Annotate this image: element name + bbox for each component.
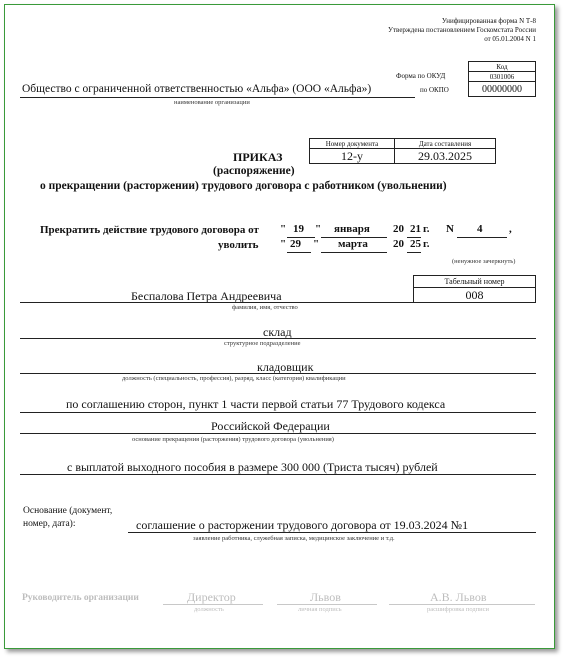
dismiss-year: 25 <box>410 238 421 250</box>
contract-month: января <box>334 223 370 235</box>
okud-label: Форма по ОКУД <box>396 72 446 80</box>
department-value: склад <box>263 325 292 339</box>
grounds-line1: по соглашению сторон, пункт 1 части первой статьи 77 Трудового кодекса <box>66 397 446 411</box>
tab-number-header: Табельный номер <box>413 275 536 288</box>
basis-label-line1: Основание (документ, <box>23 506 113 516</box>
order-title: ПРИКАЗ <box>233 150 283 164</box>
quote-close-1: " <box>315 223 322 235</box>
okud-value: 0301006 <box>468 71 536 82</box>
dismiss-year-line <box>407 252 421 253</box>
organization-caption: наименование организации <box>174 99 250 106</box>
employee-name: Беспалова Петра Андреевича <box>131 289 282 303</box>
basis-value: соглашение о расторжении трудового договора от 19.03.2024 №1 <box>136 518 469 532</box>
signature-position: Директор <box>187 590 236 604</box>
tab-number-value: 008 <box>413 287 536 303</box>
doc-date-header: Дата составления <box>394 138 496 149</box>
code-header: Код <box>468 61 536 72</box>
quote-close-2: " <box>313 238 320 250</box>
signature-decode-line <box>389 604 535 605</box>
year-suffix-2: г. <box>423 238 430 250</box>
organization-name: Общество с ограниченной ответственностью «Альфа» (ООО «Альфа») <box>22 83 372 95</box>
basis-line <box>128 532 536 533</box>
employee-name-caption: фамилия, имя, отчество <box>232 304 298 311</box>
number-label: N <box>446 223 454 235</box>
organization-underline <box>20 97 415 98</box>
okpo-label: по ОКПО <box>420 86 449 94</box>
year-prefix-1: 20 <box>393 223 404 235</box>
dismiss-month-line <box>321 252 387 253</box>
contract-year: 21 <box>410 223 421 235</box>
position-value: кладовщик <box>257 360 314 374</box>
signature-sign: Львов <box>310 590 341 604</box>
basis-caption: заявление работника, служебная записка, медицинское заключение и т.д. <box>193 535 395 542</box>
grounds-line3-rule <box>20 474 536 475</box>
form-header-line2: Утверждена постановлением Госкомстата России <box>388 26 536 34</box>
grounds-line2-rule <box>20 433 536 434</box>
signature-position-line <box>163 604 263 605</box>
quote-open-2: " <box>280 238 287 250</box>
grounds-line3: с выплатой выходного пособия в размере 300 000 (Триста тысяч) рублей <box>67 460 438 474</box>
doc-number-value: 12-у <box>309 148 395 164</box>
form-header-line3: от 05.01.2004 N 1 <box>484 35 536 43</box>
order-subtitle: (распоряжение) <box>213 165 295 177</box>
okpo-value: 00000000 <box>468 81 536 97</box>
dismiss-day: 29 <box>290 238 301 250</box>
strike-note: (ненужное зачеркнуть) <box>452 258 516 265</box>
employee-name-line <box>20 302 413 303</box>
signature-label: Руководитель организации <box>22 593 139 603</box>
signature-sign-line <box>277 604 377 605</box>
quote-open-1: " <box>280 223 287 235</box>
grounds-line2: Российской Федерации <box>211 419 330 433</box>
grounds-caption: основание прекращения (расторжения) трудового договора (увольнения) <box>132 436 334 443</box>
contract-number-line <box>457 237 507 238</box>
basis-label-line2: номер, дата): <box>23 519 76 529</box>
dismiss-day-line <box>287 252 311 253</box>
signature-position-caption: должность <box>194 606 224 613</box>
termination-label: Прекратить действие трудового договора от <box>40 224 259 236</box>
position-caption: должность (специальность, профессия), разряд, класс (категория) квалификации <box>122 375 346 382</box>
department-caption: структурное подразделение <box>224 340 301 347</box>
grounds-line1-rule <box>20 412 536 413</box>
comma: , <box>509 223 512 235</box>
signature-sign-caption: личная подпись <box>298 606 342 613</box>
doc-date-value: 29.03.2025 <box>394 148 496 164</box>
order-description: о прекращении (расторжении) трудового договора с работником (увольнении) <box>40 180 447 192</box>
position-line <box>20 373 536 374</box>
signature-decode-caption: расшифровка подписи <box>427 606 490 613</box>
signature-decode: А.В. Львов <box>430 590 487 604</box>
year-suffix-1: г. <box>423 223 430 235</box>
dismiss-label: уволить <box>218 239 259 251</box>
doc-number-header: Номер документа <box>309 138 395 149</box>
form-header-line1: Унифицированная форма N Т-8 <box>441 17 536 25</box>
contract-number: 4 <box>477 223 483 235</box>
year-prefix-2: 20 <box>393 238 404 250</box>
dismiss-month: марта <box>338 238 368 250</box>
contract-day: 19 <box>293 223 304 235</box>
department-line <box>20 338 536 339</box>
